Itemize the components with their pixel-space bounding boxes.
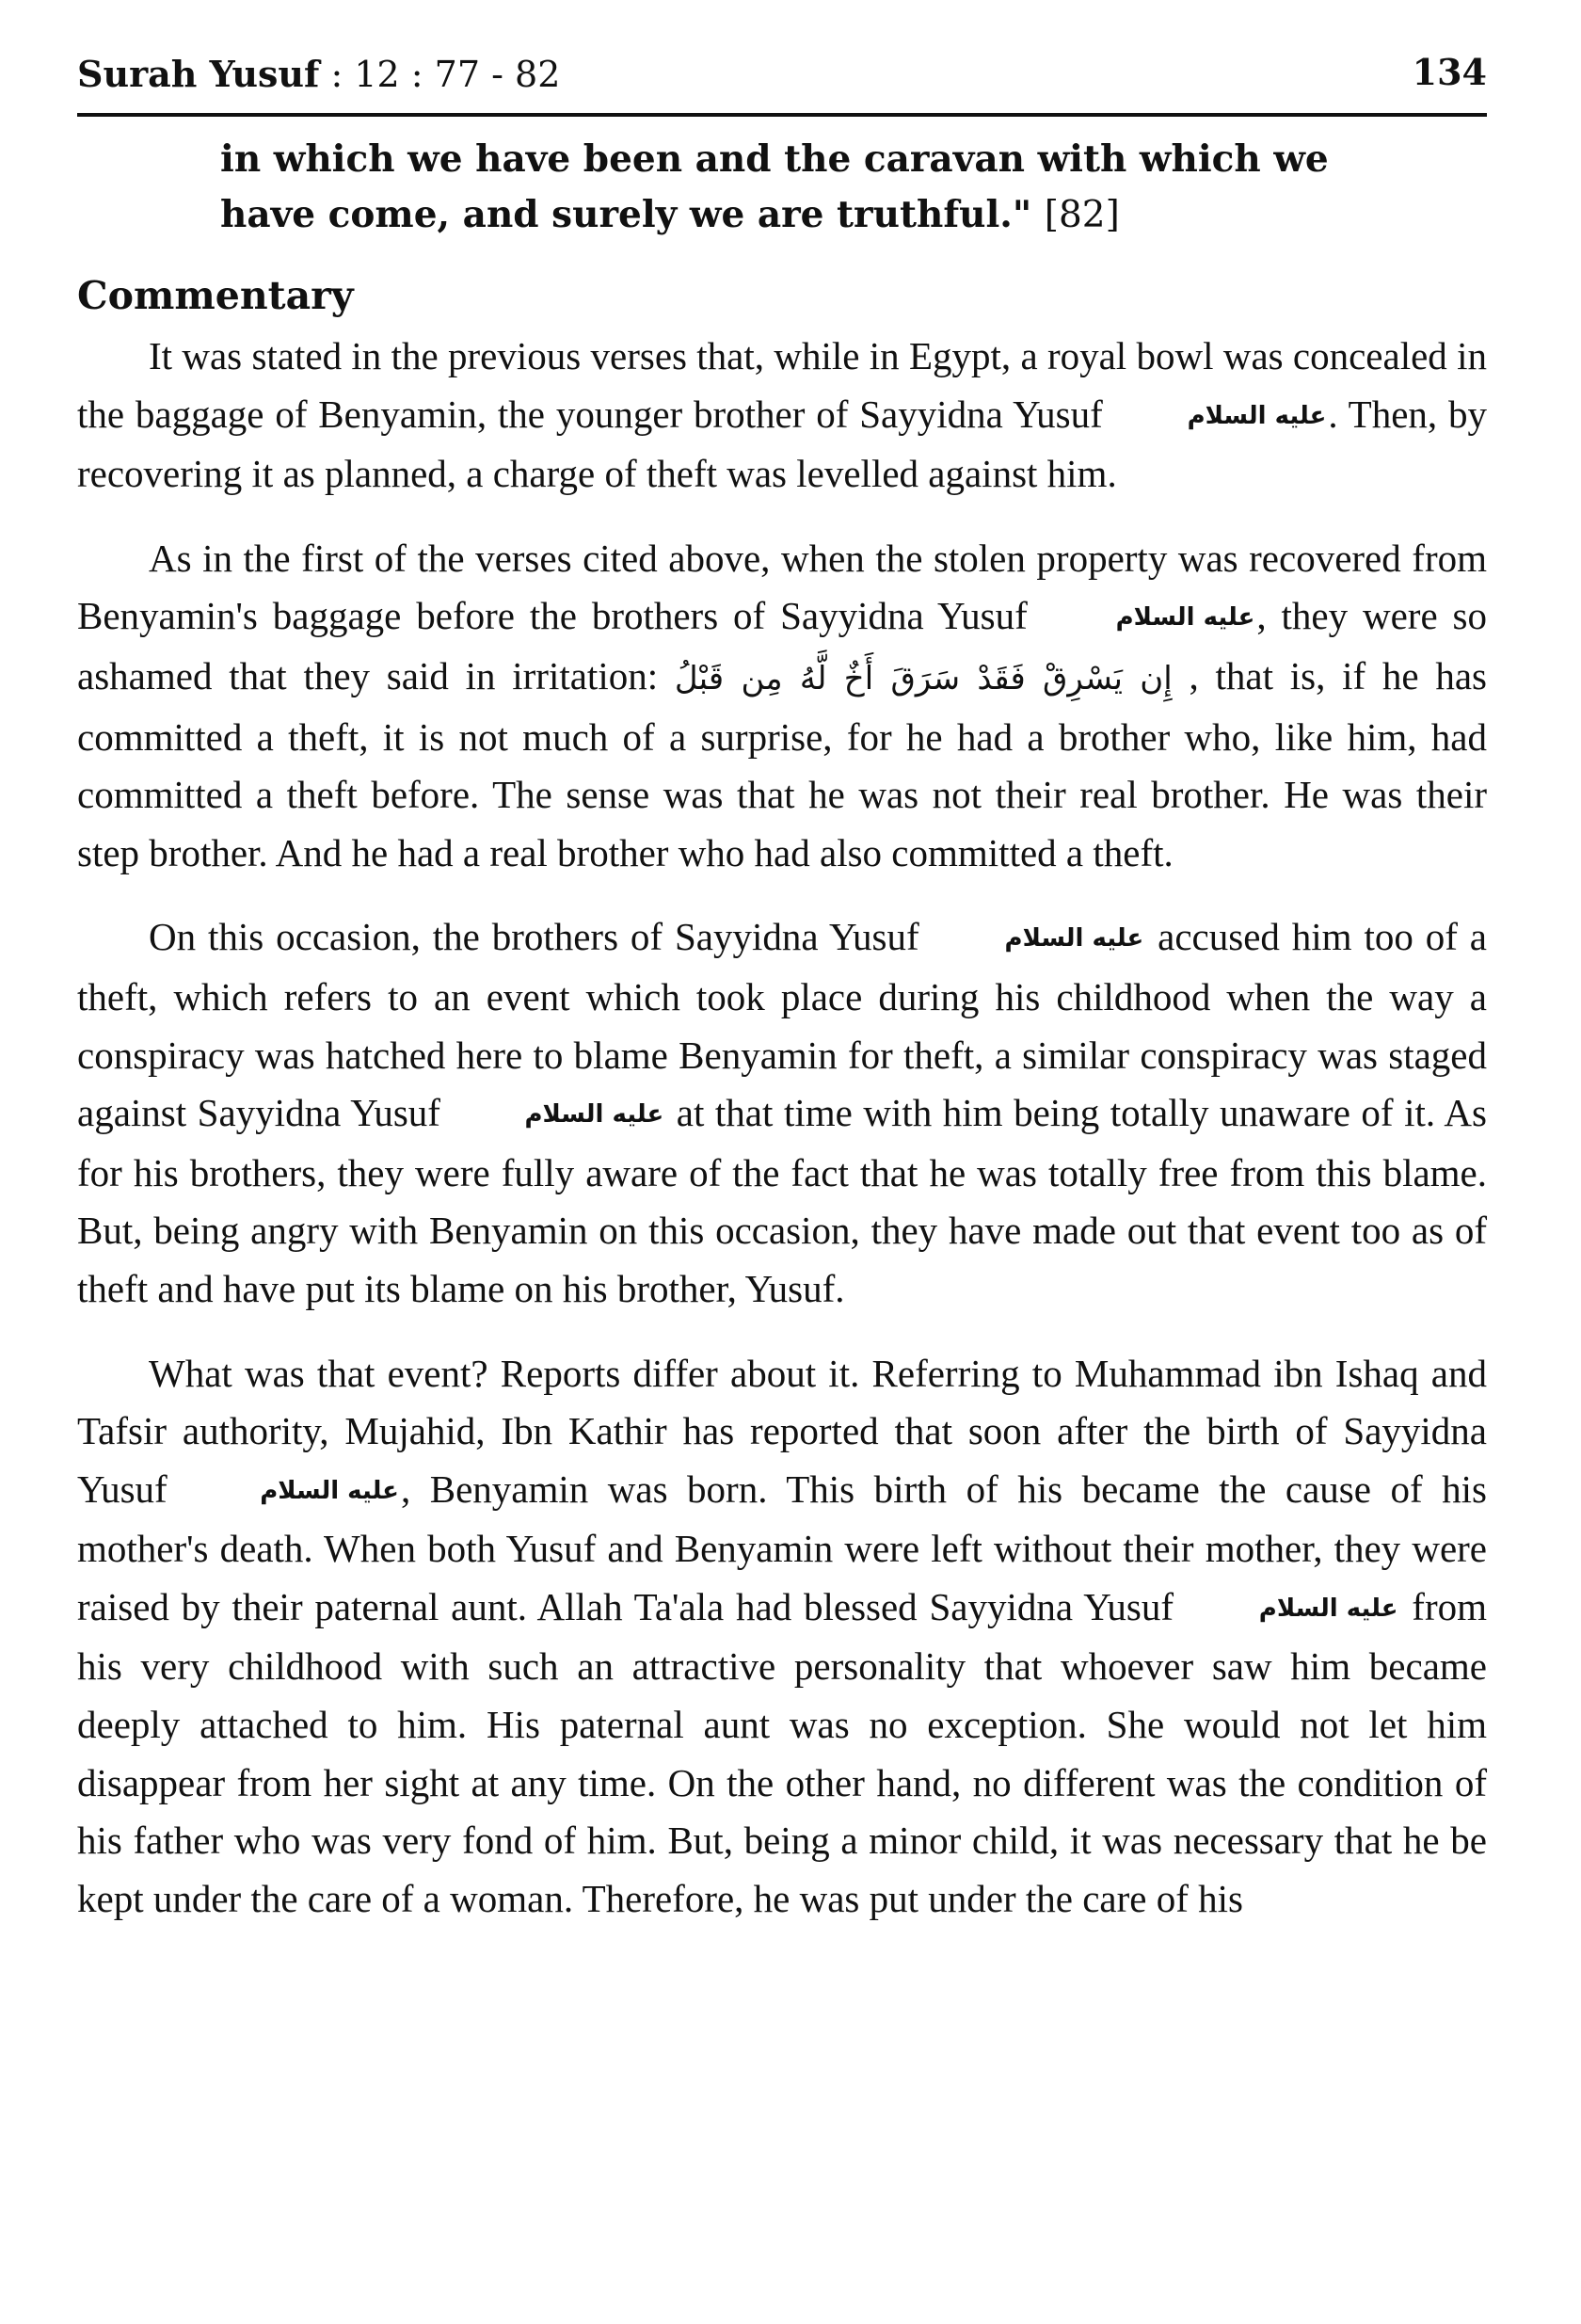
verse-translation [220, 132, 1425, 243]
book-page [77, 45, 1487, 1928]
paragraph-3-text-b: accused him too of a theft, which refers to an event which took place during his childhood when the way a conspiracy was hatched here to blame Benyamin for theft, a similar conspiracy was staged against Sayyidna Yusuf [77, 915, 1487, 1135]
paragraph-4-text-c: from his very childhood with such an attractive personality that whoever saw him became deeply attached to him. His paternal aunt was no exception. She would not let him disappear from her sight at any time. On the other hand, no different was the condition of his father who was very fond of him. But, being a minor child, it was necessary that he be kept under the care of a woman. Therefore, he was put under the care of his [77, 1584, 1487, 1920]
surah-name: Surah Yusuf [77, 53, 320, 95]
honorific-symbol: عليه السلام [1115, 603, 1255, 633]
paragraph-2-text-b: , they were so ashamed that they said in irritation: [77, 594, 1487, 697]
paragraph-2 [77, 530, 1487, 883]
verse-text: in which we have been and the caravan with which we have come, and surely we are truthful." [220, 137, 1329, 236]
paragraph-2-text-c: , that is, if he has committed a theft, it is not much of a surprise, for he had a brother who, like him, had committed a theft before. The sense was that he was not their real brother. He was their step brother. And he had a real brother who had also committed a theft. [77, 653, 1488, 874]
honorific-symbol: عليه السلام [260, 1476, 399, 1505]
commentary-heading: Commentary [77, 273, 354, 318]
honorific-symbol: عليه السلام [1187, 401, 1327, 430]
paragraph-2-text-a: As in the first of the verses cited above, when the stolen property was recovered from Benyamin's baggage before the brothers of Sayyidna Yusuf [77, 536, 1487, 638]
paragraph-3 [77, 908, 1487, 1318]
page-number: 134 [1412, 51, 1487, 93]
paragraph-3-text-c: at that time with him being totally unaware of it. As for his brothers, they were fully aware of the fact that he was totally free from this blame. But, being angry with Benyamin on this occasion, they have made out that event too as of theft and have put its blame on his brother, Yusuf. [77, 1091, 1487, 1310]
arabic-quote: إِن يَسْرِقْ فَقَدْ سَرَقَ أَخٌ لَّهُ مِن قَبْلُ [674, 659, 1173, 697]
paragraph-4 [77, 1345, 1487, 1929]
verse-reference: [82] [1044, 194, 1120, 236]
header-title [77, 53, 560, 95]
paragraph-1-text-b: . Then, by recovering it as planned, a charge of theft was levelled against him. [77, 392, 1487, 496]
paragraph-1-text-a: It was stated in the previous verses that, while in Egypt, a royal bowl was concealed in the baggage of Benyamin, the younger brother of Sayyidna Yusuf [77, 334, 1487, 436]
paragraph-4-text-b: , Benyamin was born. This birth of his became the cause of his mother's death. When both Yusuf and Benyamin were left without their mother, they were raised by their paternal aunt. Allah Ta'ala had blessed Sayyidna Yusuf [77, 1467, 1487, 1628]
paragraph-4-text-a: What was that event? Reports differ about it. Referring to Muhammad ibn Ishaq and Tafsir authority, Mujahid, Ibn Kathir has reported that soon after the birth of Sayyidna Yusuf [77, 1351, 1487, 1511]
paragraph-3-text-a: On this occasion, the brothers of Sayyidna Yusuf [149, 915, 932, 959]
honorific-symbol: عليه السلام [1004, 924, 1144, 954]
honorific-symbol: عليه السلام [1258, 1594, 1398, 1623]
honorific-symbol: عليه السلام [524, 1100, 664, 1130]
verse-range: : 12 : 77 - 82 [330, 54, 561, 95]
paragraph-1 [77, 328, 1487, 504]
running-header [77, 45, 1487, 117]
